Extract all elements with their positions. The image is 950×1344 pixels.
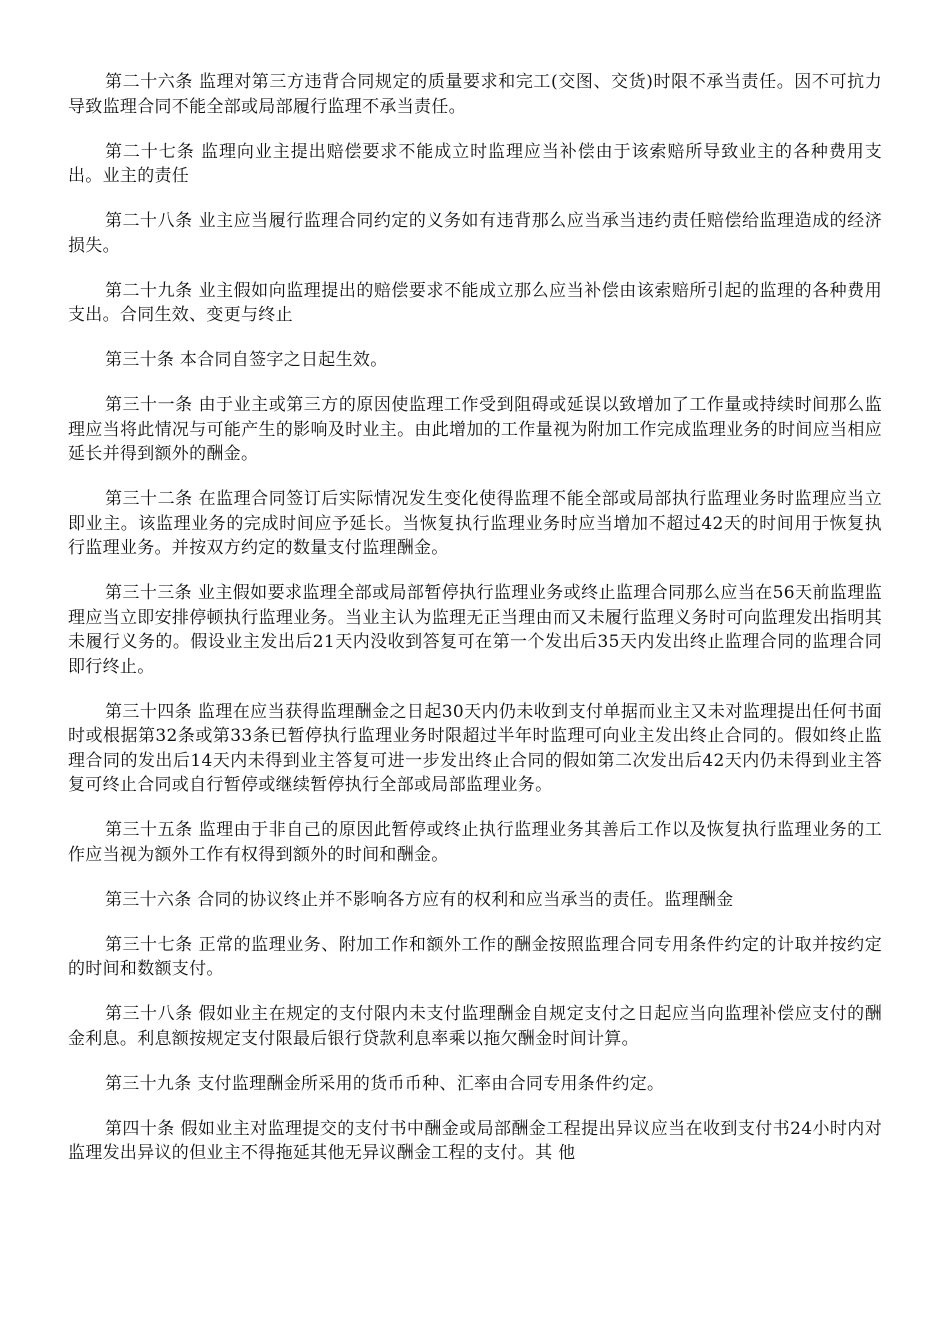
article-33: 第三十三条 业主假如要求监理全部或局部暂停执行监理业务或终止监理合同那么应当在56天前监理监理应当立即安排停顿执行监理业务。当业主认为监理无正当理由而又未履行监理义务时可向监理发出指明其未履行义务的。假设业主发出后21天内没收到答复可在第一个发出后35天内发出终止监理合同的监理合同即行终止。 [68, 583, 882, 677]
article-30: 第三十条 本合同自签字之日起生效。 [105, 350, 388, 370]
article-38: 第三十八条 假如业主在规定的支付限内未支付监理酬金自规定支付之日起应当向监理补偿应支付的酬金利息。利息额按规定支付限最后银行贷款利息率乘以拖欠酬金时间计算。 [68, 1004, 882, 1049]
article-35: 第三十五条 监理由于非自己的原因此暂停或终止执行监理业务其善后工作以及恢复执行监理业务的工作应当视为额外工作有权得到额外的时间和酬金。 [68, 820, 882, 865]
article-34: 第三十四条 监理在应当获得监理酬金之日起30天内仍未收到支付单据而业主又未对监理提出任何书面时或根据第32条或第33条已暂停执行监理业务时限超过半年时监理可向业主发出终止合同的。假如终止监理合同的发出后14天内未得到业主答复可进一步发出终止合同的假如第二次发出后42天内仍未得到业主答复可终止合同或自行暂停或继续暂停执行全部或局部监理业务。 [68, 701, 882, 795]
document-page [68, 70, 882, 1186]
article-26: 第二十六条 监理对第三方违背合同规定的质量要求和完工(交图、交货)时限不承当责任。因不可抗力导致监理合同不能全部或局部履行监理不承当责任。 [68, 72, 882, 117]
article-31: 第三十一条 由于业主或第三方的原因使监理工作受到阻碍或延误以致增加了工作量或持续时间那么监理应当将此情况与可能产生的影响及时业主。由此增加的工作量视为附加工作完成监理业务的时间应当相应延长并得到额外的酬金。 [68, 395, 882, 464]
article-27: 第二十七条 监理向业主提出赔偿要求不能成立时监理应当补偿由于该索赔所导致业主的各种费用支出。业主的责任 [68, 141, 882, 186]
article-37: 第三十七条 正常的监理业务、附加工作和额外工作的酬金按照监理合同专用条件约定的计取并按约定的时间和数额支付。 [68, 934, 882, 979]
article-40: 第四十条 假如业主对监理提交的支付书中酬金或局部酬金工程提出异议应当在收到支付书24小时内对监理发出异议的但业主不得拖延其他无异议酬金工程的支付。其 他 [68, 1118, 882, 1163]
article-36: 第三十六条 合同的协议终止并不影响各方应有的权利和应当承当的责任。监理酬金 [105, 889, 734, 910]
article-28: 第二十八条 业主应当履行监理合同约定的义务如有违背那么应当承当违约责任赔偿给监理造成的经济损失。 [68, 211, 882, 256]
article-39: 第三十九条 支付监理酬金所采用的货币币种、汇率由合同专用条件约定。 [105, 1073, 665, 1094]
article-29: 第二十九条 业主假如向监理提出的赔偿要求不能成立那么应当补偿由该索赔所引起的监理的各种费用支出。合同生效、变更与终止 [68, 280, 882, 325]
article-32: 第三十二条 在监理合同签订后实际情况发生变化使得监理不能全部或局部执行监理业务时监理应当立即业主。该监理业务的完成时间应予延长。当恢复执行监理业务时应当增加不超过42天的时间用于恢复执行监理业务。并按双方约定的数量支付监理酬金。 [68, 489, 882, 558]
